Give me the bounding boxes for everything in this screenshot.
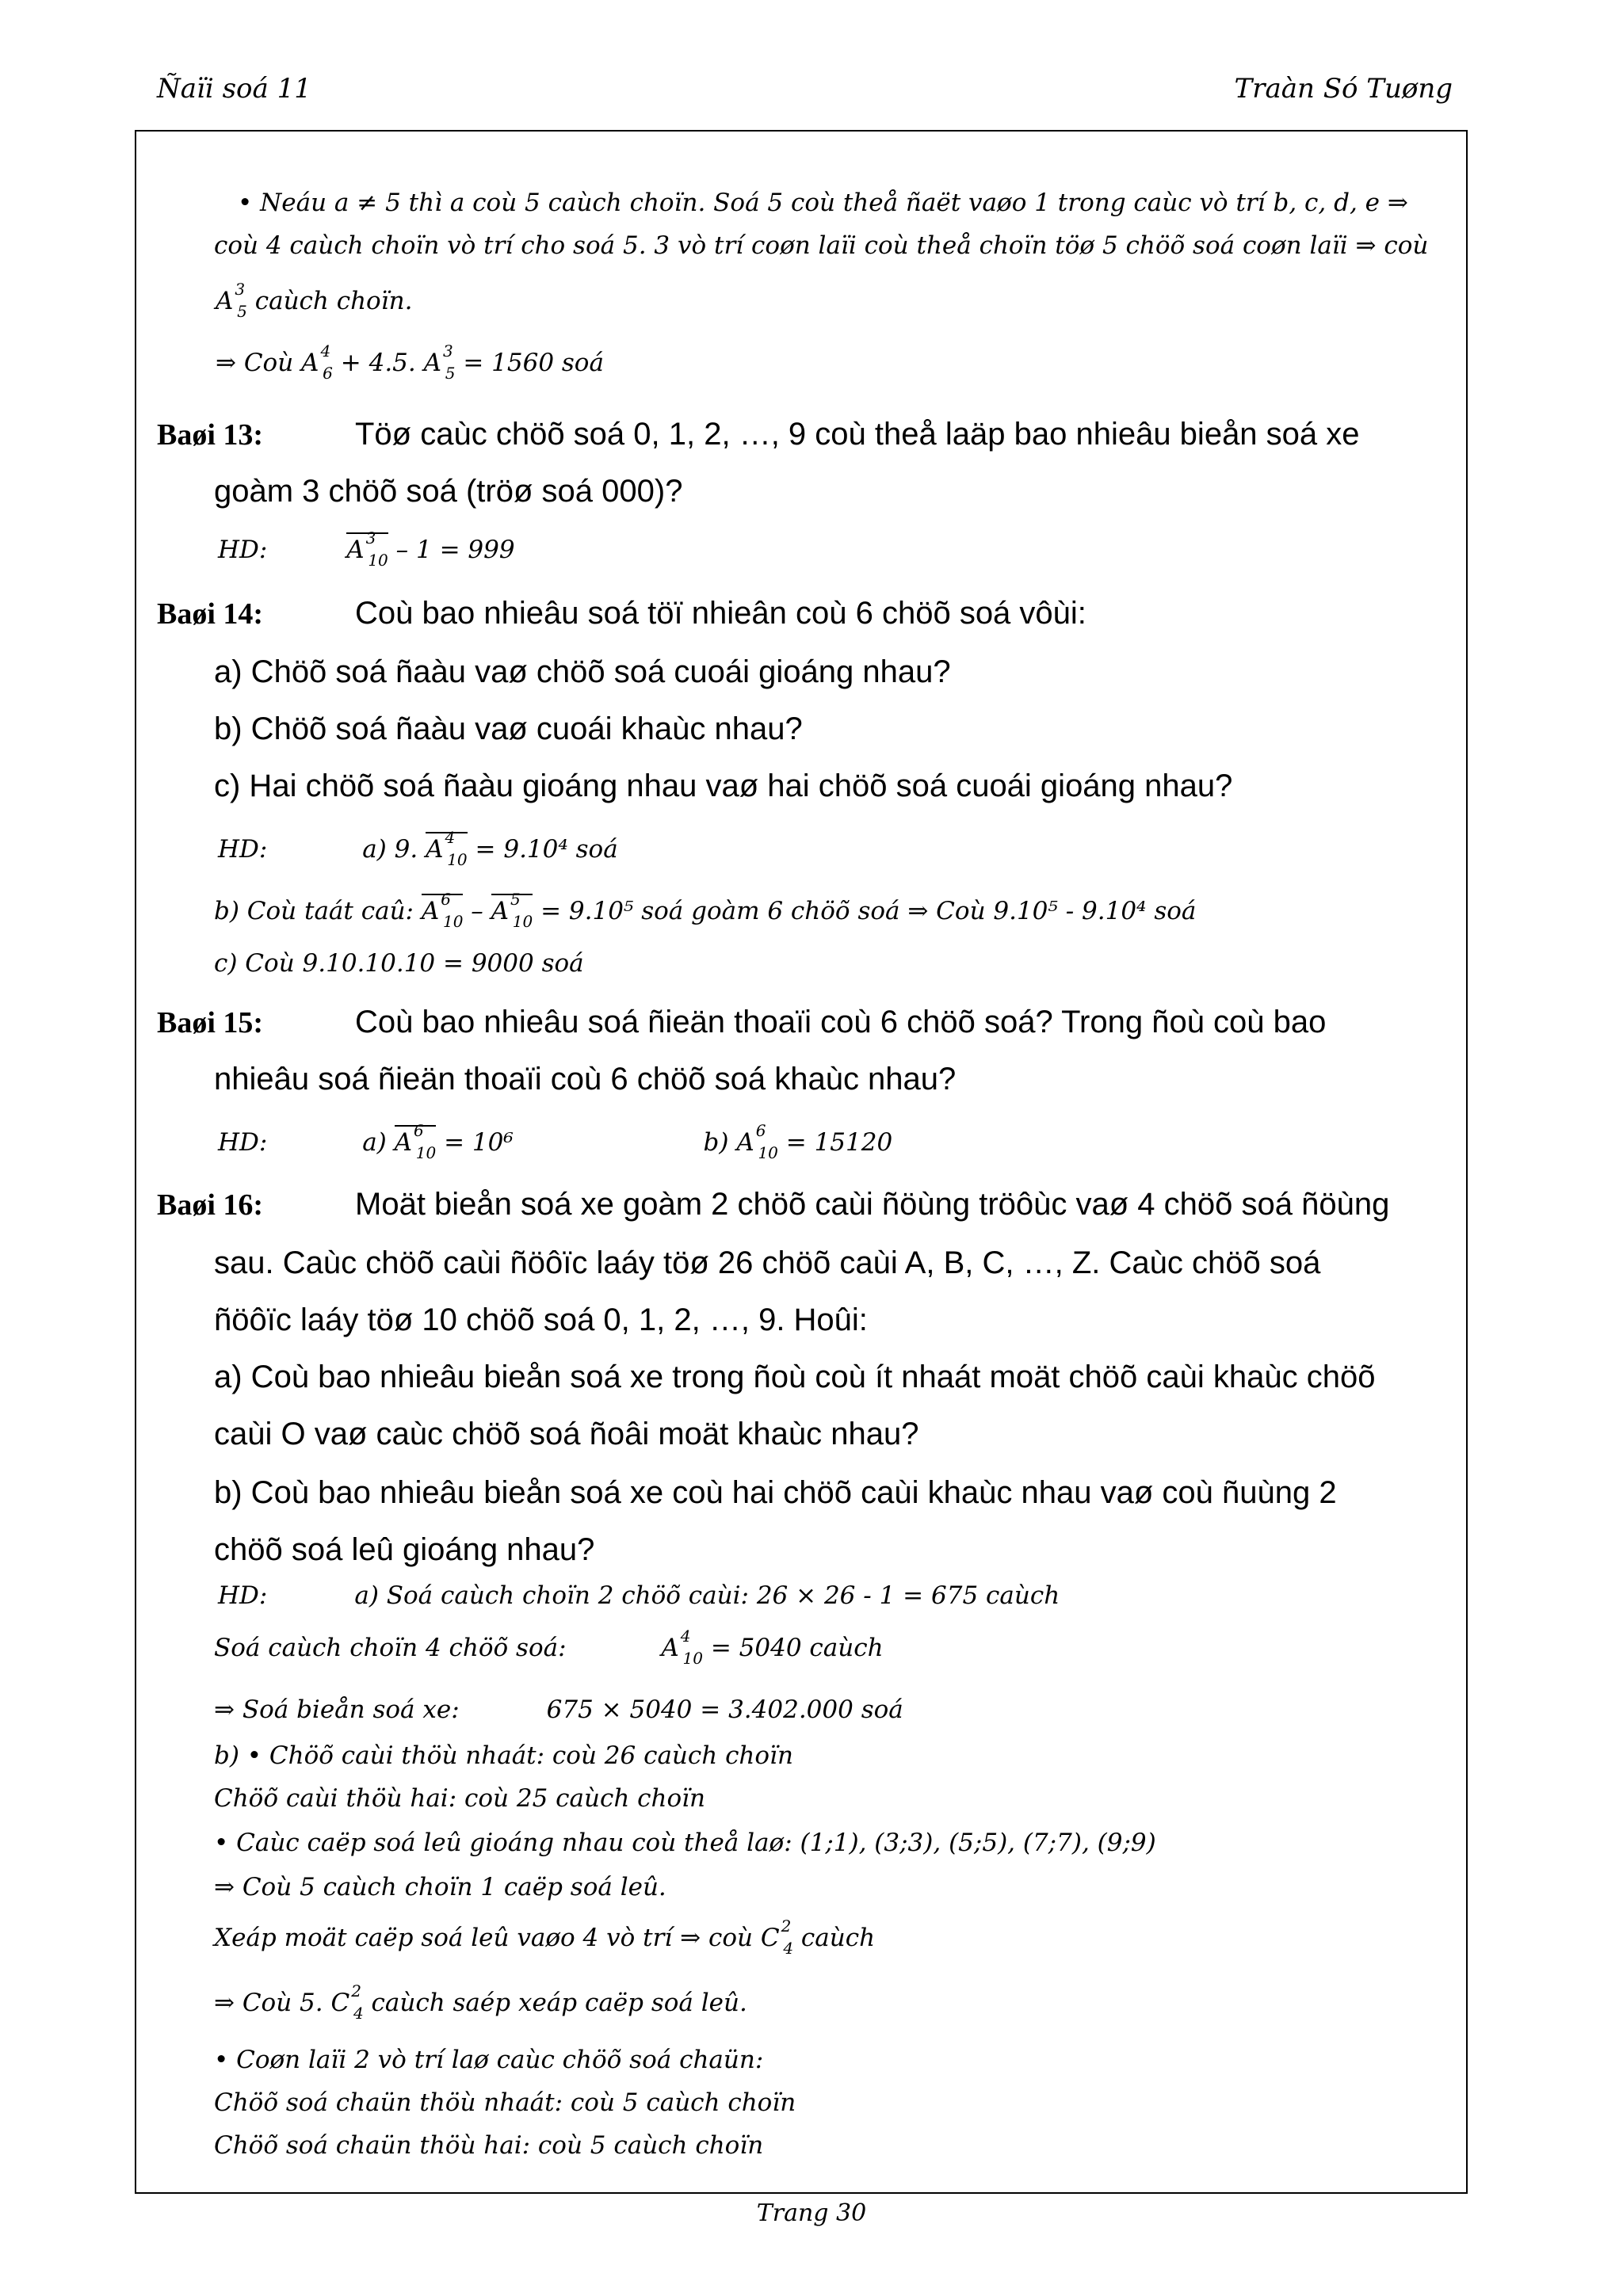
problem-16-a-line-1: a) Coù bao nhieâu bieån soá xe trong ñoù coù ít nhaát moät chöõ caùi khaùc chöõ	[214, 1360, 1376, 1394]
bullet-line-3: A $^3_5$ caùch choïn.	[216, 280, 413, 321]
bullet-line-1: • Neáu a ≠ 5 thì a coù 5 caùch choïn. Soá 5 coù theå ñaët vaøo 1 trong caùc vò trí b, c, d, e ⇒	[238, 189, 1408, 217]
problem-13-line-2: goàm 3 chöõ soá (tröø soá 000)?	[214, 474, 683, 509]
problem-14-a: a) Chöõ soá ñaàu vaø chöõ soá cuoái gioáng nhau?	[214, 654, 951, 689]
problem-15-line-2: nhieâu soá ñieän thoaïi coù 6 chöõ soá khaùc nhau?	[214, 1062, 957, 1097]
problem-16-solution-7: ⇒ Coù 5 caùch choïn 1 caëp soá leû.	[214, 1873, 666, 1901]
problem-16-solution-12: Chöõ soá chaün thöù hai: coù 5 caùch choïn	[214, 2131, 764, 2160]
problem-13-answer: HD: A $^3_{10}$ – 1 = 999	[218, 528, 515, 570]
problem-14-label: Baøi 14:	[157, 597, 264, 631]
arrangement-symbol: A $^3_5$	[216, 280, 247, 321]
problem-16-label: Baøi 16:	[157, 1188, 264, 1222]
problem-15-line-1: Baøi 15: Coù bao nhieâu soá ñieän thoaïi coù 6 chöõ soá? Trong ñoù coù bao	[157, 1005, 1327, 1039]
problem-16-solution-8: Xeáp moät caëp soá leû vaøo 4 vò trí ⇒ coù C $^2_4$ caùch	[214, 1917, 876, 1958]
page-number: Trang 30	[756, 2199, 867, 2227]
header-right: Traàn Só Tuøng	[1234, 73, 1453, 105]
problem-16-solution-2: Soá caùch choïn 4 chöõ soá: A $^4_{10}$ = 5040 caùch	[214, 1627, 884, 1668]
header-left: Ñaïi soá 11	[157, 73, 311, 105]
problem-16-solution-1: HD: a) Soá caùch choïn 2 chöõ caùi: 26 × 26 - 1 = 675 caùch	[218, 1581, 1060, 1610]
problem-16-solution-3: ⇒ Soá bieån soá xe: 675 × 5040 = 3.402.000 soá	[214, 1695, 903, 1724]
problem-14-answer-c: c) Coù 9.10.10.10 = 9000 soá	[214, 949, 584, 978]
problem-16-line-1: Baøi 16: Moät bieån soá xe goàm 2 chöõ caùi ñöùng tröôùc vaø 4 chöõ soá ñöùng	[157, 1187, 1390, 1222]
problem-16-line-2: sau. Caùc chöõ caùi ñöôïc laáy töø 26 chöõ caùi A, B, C, …, Z. Caùc chöõ soá	[214, 1245, 1321, 1280]
problem-16-solution-10: • Coøn laïi 2 vò trí laø caùc chöõ soá chaün:	[214, 2046, 764, 2074]
problem-16-solution-4: b) • Chöõ caùi thöù nhaát: coù 26 caùch choïn	[214, 1741, 793, 1770]
problem-16-solution-11: Chöõ soá chaün thöù nhaát: coù 5 caùch choïn	[214, 2088, 796, 2117]
problem-16-b-line-1: b) Coù bao nhieâu bieån soá xe coù hai chöõ caùi khaùc nhau vaø coù ñuùng 2	[214, 1475, 1337, 1510]
problem-15-answer: HD: a) A $^6_{10}$ = 10⁶ b) A $^6_{10}$ = 15120	[218, 1121, 893, 1162]
problem-14-line-1: Baøi 14: Coù bao nhieâu soá töï nhieân coù 6 chöõ soá vôùi:	[157, 596, 1086, 631]
problem-14-answer-b: b) Coù taát caû: A $^6_{10}$ – A $^5_{10}$ = 9.10⁵ soá goàm 6 chöõ soá ⇒ Coù 9.10⁵ - 9.10⁴ soá	[214, 890, 1197, 931]
bullet-line-2: coù 4 caùch choïn vò trí cho soá 5. 3 vò trí coøn laïi coù theå choïn töø 5 chöõ soá coøn laïi ⇒ coù	[214, 231, 1429, 260]
problem-14-b: b) Chöõ soá ñaàu vaø cuoái khaùc nhau?	[214, 711, 803, 746]
problem-16-a-line-2: caùi O vaø caùc chöõ soá ñoâi moät khaùc nhau?	[214, 1417, 919, 1451]
problem-16-line-3: ñöôïc laáy töø 10 chöõ soá 0, 1, 2, …, 9. Hoûi:	[214, 1302, 868, 1337]
problem-15-label: Baøi 15:	[157, 1006, 264, 1039]
problem-14-answer-a: HD: a) 9. A $^4_{10}$ = 9.10⁴ soá	[218, 828, 618, 869]
problem-14-c: c) Hai chöõ soá ñaàu gioáng nhau vaø hai chöõ soá cuoái gioáng nhau?	[214, 769, 1233, 803]
problem-16-solution-5: Chöõ caùi thöù hai: coù 25 caùch choïn	[214, 1784, 706, 1813]
problem-13-label: Baøi 13:	[157, 418, 264, 452]
result-line: ⇒ Coù A $^4_6$ + 4.5. A $^3_5$ = 1560 soá	[216, 341, 604, 383]
problem-16-b-line-2: chöõ soá leû gioáng nhau?	[214, 1532, 595, 1567]
problem-16-solution-6: • Caùc caëp soá leû gioáng nhau coù theå laø: (1;1), (3;3), (5;5), (7;7), (9;9)	[214, 1829, 1156, 1857]
problem-16-solution-9: ⇒ Coù 5. C $^2_4$ caùch saép xeáp caëp soá leû.	[214, 1981, 747, 2023]
problem-13-line-1: Baøi 13: Töø caùc chöõ soá 0, 1, 2, …, 9 coù theå laäp bao nhieâu bieån soá xe	[157, 417, 1360, 452]
